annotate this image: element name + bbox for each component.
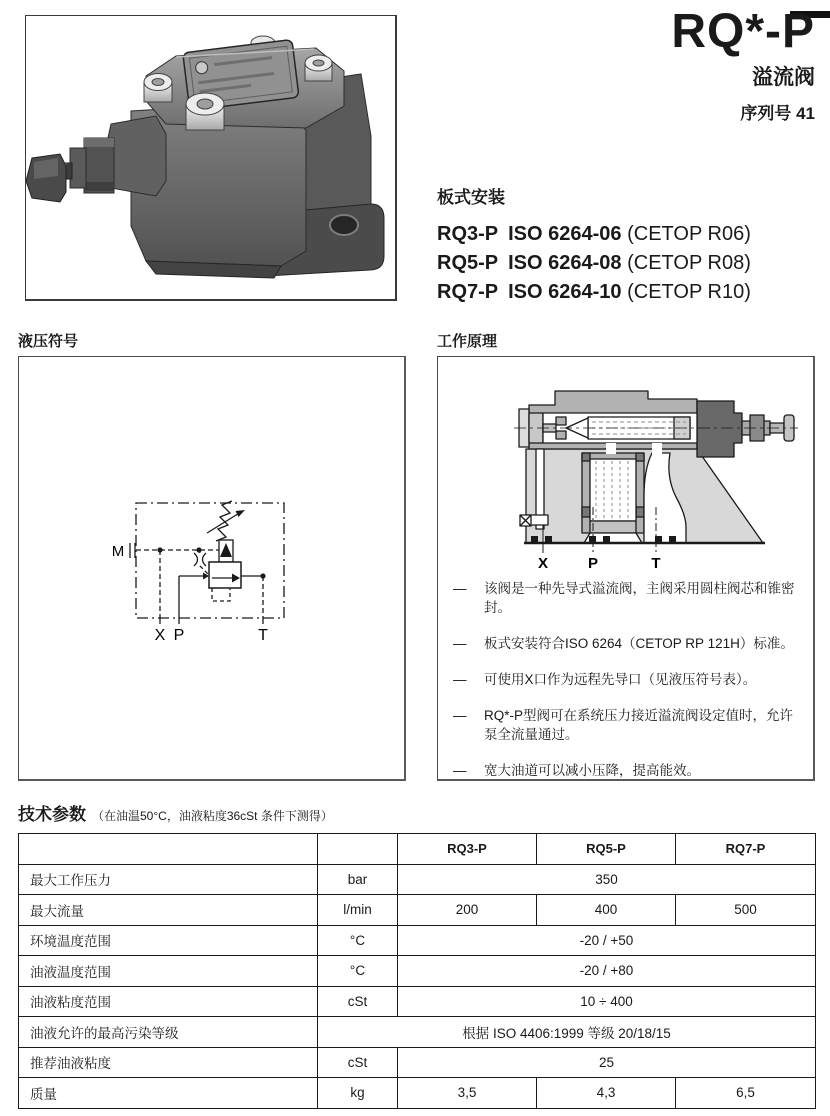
- spec-label-cell: 油液温度范围: [19, 956, 318, 987]
- table-row: [19, 925, 816, 956]
- table-header-row: [19, 834, 816, 865]
- valve-photo-illustration: [26, 16, 396, 299]
- feature-list: [451, 579, 803, 797]
- page-subtitle: 溢流阀: [752, 66, 815, 89]
- section-port-p: P: [587, 555, 599, 572]
- spec-label-cell: [19, 834, 318, 865]
- feature-item: [451, 670, 803, 689]
- principle-heading: 工作原理: [437, 333, 498, 350]
- mounting-option: [437, 249, 751, 278]
- table-row: [19, 1017, 816, 1048]
- spec-label-cell: 最大工作压力: [19, 864, 318, 895]
- spec-col-header: RQ3-P: [398, 834, 537, 865]
- series-number: 序列号 41: [740, 104, 815, 123]
- mounting-heading: 板式安装: [437, 188, 505, 207]
- feature-item: [451, 761, 803, 780]
- bullet-dash: —: [453, 708, 467, 723]
- spec-unit-cell: cSt: [318, 986, 398, 1017]
- spec-unit-cell: °C: [318, 925, 398, 956]
- spec-unit-cell: [318, 834, 398, 865]
- specs-table: [18, 833, 816, 1109]
- spec-unit-cell: °C: [318, 956, 398, 987]
- specs-heading: [18, 800, 333, 825]
- port-label-m: M: [111, 543, 125, 560]
- specs-title: 技术参数: [18, 805, 86, 824]
- symbol-box: [18, 356, 406, 781]
- title-block: [671, 5, 815, 124]
- port-label-p: P: [173, 627, 185, 644]
- feature-text: 板式安装符合ISO 6264（CETOP RP 121H）标准。: [484, 636, 794, 651]
- iso-code: ISO 6264-10: [508, 281, 622, 303]
- spec-value-cell: 根据 ISO 4406:1999 等级 20/18/15: [318, 1017, 816, 1048]
- table-row: [19, 1078, 816, 1109]
- feature-text: 宽大油道可以减小压降，提高能效。: [484, 763, 700, 778]
- product-photo: [25, 15, 397, 301]
- spec-value-cell: 3,5: [398, 1078, 537, 1109]
- spec-col-header: RQ5-P: [537, 834, 676, 865]
- spec-unit-cell: bar: [318, 864, 398, 895]
- feature-item: [451, 706, 803, 744]
- symbol-heading: 液压符号: [18, 333, 79, 350]
- feature-item: [451, 634, 803, 653]
- spec-value-cell: 6,5: [676, 1078, 816, 1109]
- spec-value-cell: 350: [398, 864, 816, 895]
- table-row: [19, 864, 816, 895]
- cetop-code: (CETOP R06): [627, 223, 751, 245]
- feature-text: 可使用X口作为远程先导口（见液压符号表）。: [484, 672, 757, 687]
- principle-box: [437, 356, 815, 781]
- mounting-option: [437, 278, 751, 307]
- spec-value-cell: 25: [398, 1047, 816, 1078]
- hydraulic-symbol-diagram: [19, 357, 405, 779]
- port-label-x: X: [154, 627, 166, 644]
- bullet-dash: —: [453, 763, 467, 778]
- model-code: RQ3-P: [437, 223, 499, 245]
- feature-item: [451, 579, 803, 617]
- spec-label-cell: 最大流量: [19, 895, 318, 926]
- spec-label-cell: 质量: [19, 1078, 318, 1109]
- feature-text: RQ*-P型阀可在系统压力接近溢流阀设定值时，允许泵全流量通过。: [484, 708, 794, 742]
- spec-label-cell: 推荐油液粘度: [19, 1047, 318, 1078]
- mounting-block: [437, 183, 751, 307]
- specs-note: （在油温50°C，油液粘度36cSt 条件下测得）: [92, 809, 333, 823]
- bullet-dash: —: [453, 672, 467, 687]
- model-code: RQ5-P: [437, 252, 499, 274]
- valve-cross-section: [438, 357, 814, 573]
- feature-text: 该阀是一种先导式溢流阀，主阀采用圆柱阀芯和锥密封。: [484, 581, 795, 615]
- cetop-code: (CETOP R08): [627, 252, 751, 274]
- spec-col-header: RQ7-P: [676, 834, 816, 865]
- port-label-t: T: [258, 627, 268, 644]
- spec-unit-cell: kg: [318, 1078, 398, 1109]
- spec-value-cell: 400: [537, 895, 676, 926]
- spec-value-cell: 200: [398, 895, 537, 926]
- spec-label-cell: 环境温度范围: [19, 925, 318, 956]
- model-code: RQ7-P: [437, 281, 499, 303]
- spec-unit-cell: l/min: [318, 895, 398, 926]
- spec-value-cell: 4,3: [537, 1078, 676, 1109]
- table-row: [19, 1047, 816, 1078]
- cetop-code: (CETOP R10): [627, 281, 751, 303]
- table-row: [19, 956, 816, 987]
- table-row: [19, 895, 816, 926]
- bullet-dash: —: [453, 636, 467, 651]
- spec-value-cell: 500: [676, 895, 816, 926]
- spec-label-cell: 油液粘度范围: [19, 986, 318, 1017]
- table-row: [19, 986, 816, 1017]
- spec-label-cell: 油液允许的最高污染等级: [19, 1017, 318, 1048]
- iso-code: ISO 6264-08: [508, 252, 622, 274]
- spec-value-cell: -20 / +50: [398, 925, 816, 956]
- spec-unit-cell: cSt: [318, 1047, 398, 1078]
- iso-code: ISO 6264-06: [508, 223, 622, 245]
- section-port-t: T: [651, 555, 661, 572]
- page-title: RQ*-P: [671, 5, 815, 58]
- bullet-dash: —: [453, 581, 467, 596]
- spec-value-cell: 10 ÷ 400: [398, 986, 816, 1017]
- mounting-option: [437, 220, 751, 249]
- section-port-x: X: [537, 555, 549, 572]
- spec-value-cell: -20 / +80: [398, 956, 816, 987]
